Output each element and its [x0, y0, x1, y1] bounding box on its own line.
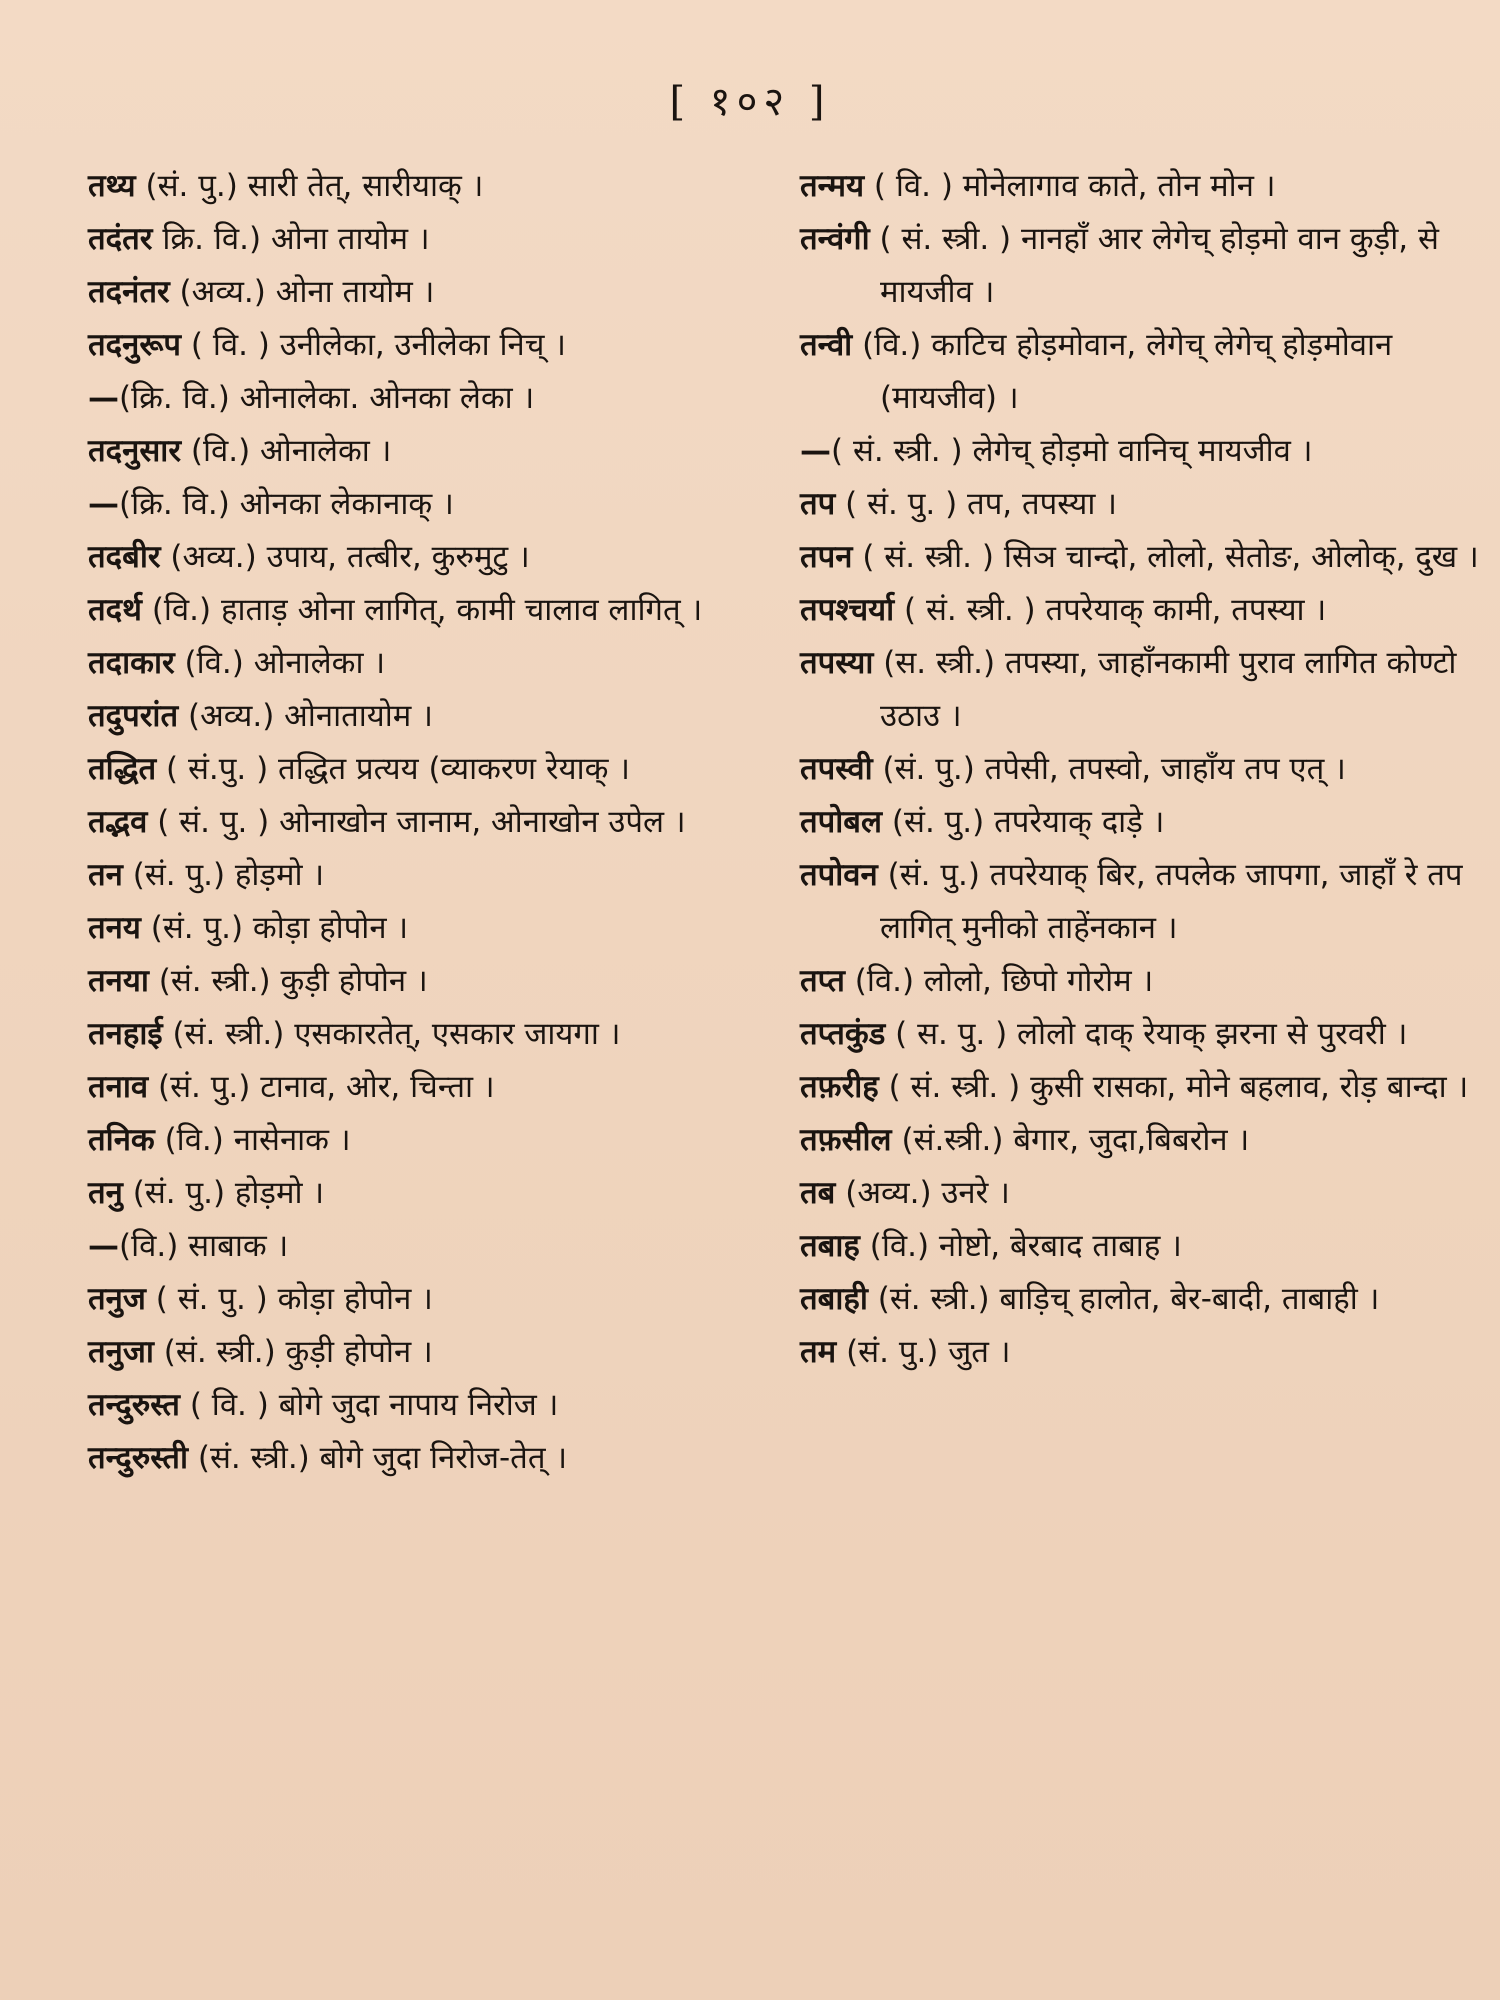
- dictionary-entry: [88, 1008, 768, 1061]
- definition: ओनाखोन जानाम, ओनाखोन उपेल ।: [279, 804, 686, 840]
- definition: ओनातायोम ।: [284, 698, 433, 734]
- headword: तपोबल: [800, 804, 883, 840]
- dictionary-entry: [88, 955, 768, 1008]
- headword: तन्दुरुस्ती: [88, 1440, 189, 1476]
- part-of-speech: (सं. स्त्री.): [877, 1281, 990, 1317]
- definition: ओनालेका ।: [260, 433, 392, 469]
- part-of-speech: (सं. पु.): [846, 1334, 939, 1370]
- part-of-speech: (वि.): [190, 433, 251, 469]
- headword: तनहाई: [88, 1016, 163, 1052]
- headword: तदुपरांत: [88, 698, 179, 734]
- definition: बाड़िच् हालोत, बेर-बादी, ताबाही ।: [999, 1281, 1380, 1317]
- definition: बेगार, जुदा,बिबरोन ।: [1013, 1122, 1250, 1158]
- headword: तपश्चर्या: [800, 592, 895, 628]
- definition: जुत ।: [948, 1334, 1011, 1370]
- definition: तपरेयाक् बिर, तपलेक जापगा, जाहाँ रे तप लागित् मुनीको ताहेंनकान ।: [880, 857, 1463, 946]
- dictionary-entry: [88, 637, 768, 690]
- dictionary-entry: [88, 849, 768, 902]
- dictionary-entry: [800, 637, 1480, 743]
- page-number: [ १०२ ]: [669, 79, 831, 125]
- headword: तनुज: [88, 1281, 146, 1317]
- part-of-speech: (वि.): [119, 1228, 179, 1264]
- part-of-speech: ( वि. ): [190, 327, 270, 363]
- dictionary-entry: [88, 1326, 768, 1379]
- part-of-speech: ( सं. स्त्री. ): [831, 433, 963, 469]
- dictionary-entry: [88, 1167, 768, 1220]
- definition: उनरे ।: [941, 1175, 1010, 1211]
- definition: उनीलेका, उनीलेका निच् ।: [279, 327, 567, 363]
- dictionary-entry: [88, 1061, 768, 1114]
- headword: तदनुरूप: [88, 327, 182, 363]
- headword: तदनुसार: [88, 433, 181, 469]
- headword: तन: [88, 857, 123, 893]
- dictionary-entry: [88, 743, 768, 796]
- dictionary-entry: [88, 1379, 768, 1432]
- headword: तद्धित: [88, 751, 157, 787]
- definition: नोष्टो, बेरबाद ताबाह ।: [938, 1228, 1182, 1264]
- definition: लेगेच् होड़मो वानिच् मायजीव ।: [972, 433, 1313, 469]
- definition: ओना तायोम ।: [270, 221, 430, 257]
- dictionary-entry: [800, 160, 1480, 213]
- left-column: [88, 160, 768, 1485]
- part-of-speech: (अव्य.): [845, 1175, 932, 1211]
- definition: बोगे जुदा निरोज-तेत् ।: [319, 1440, 568, 1476]
- headword: तफ़सील: [800, 1122, 892, 1158]
- definition: सिञ चान्दो, लोलो, सेतोङ, ओलोक्, दुख ।: [1003, 539, 1479, 575]
- headword: तम: [800, 1334, 837, 1370]
- dictionary-entry: [800, 1326, 1480, 1379]
- dictionary-entry: [800, 584, 1480, 637]
- definition: कोड़ा होपोन ।: [277, 1281, 433, 1317]
- part-of-speech: (अव्य.): [187, 698, 275, 734]
- part-of-speech: ( वि. ): [873, 168, 953, 204]
- definition: नानहाँ आर लेगेच् होड़मो वान कुड़ी, से मायजीव ।: [880, 221, 1439, 310]
- definition: कोड़ा होपोन ।: [252, 910, 409, 946]
- headword: तपस्या: [800, 645, 874, 681]
- headword: तदर्थ: [88, 592, 142, 628]
- dictionary-entry: [800, 319, 1480, 425]
- headword: तप: [800, 486, 836, 522]
- definition: तद्धित प्रत्यय (व्याकरण रेयाक् ।: [278, 751, 631, 787]
- definition: तपरेयाक् कामी, तपस्या ।: [1045, 592, 1327, 628]
- part-of-speech: (सं. पु.): [891, 804, 985, 840]
- headword: तनाव: [88, 1069, 149, 1105]
- headword: तप्त: [800, 963, 845, 999]
- headword: तन्वंगी: [800, 221, 870, 257]
- headword: तद्भव: [88, 804, 148, 840]
- dictionary-entry: [88, 372, 768, 425]
- definition: कुड़ी होपोन ।: [285, 1334, 433, 1370]
- dictionary-entry: [800, 1114, 1480, 1167]
- part-of-speech: (सं. पु.): [150, 910, 244, 946]
- headword: तथ्य: [88, 168, 136, 204]
- definition: नासेनाक ।: [233, 1122, 351, 1158]
- part-of-speech: (सं. पु.): [887, 857, 980, 893]
- dictionary-entry: [88, 160, 768, 213]
- part-of-speech: (वि.): [164, 1122, 224, 1158]
- headword: तदंतर: [88, 221, 153, 257]
- definition: लोलो दाक् रेयाक् झरना से पुरवरी ।: [1017, 1016, 1408, 1052]
- dictionary-entry: [800, 531, 1480, 584]
- part-of-speech: (सं. स्त्री.): [172, 1016, 285, 1052]
- part-of-speech: (क्रि. वि.): [119, 486, 230, 522]
- definition: तपेसी, तपस्वो, जाहाँय तप एत् ।: [984, 751, 1346, 787]
- headword: तब: [800, 1175, 836, 1211]
- headword: तन्वी: [800, 327, 853, 363]
- dictionary-entry: [88, 1220, 768, 1273]
- part-of-speech: (वि.): [184, 645, 244, 681]
- part-of-speech: ( सं. पु. ): [155, 1281, 268, 1317]
- definition: लोलो, छिपो गोरोम ।: [923, 963, 1154, 999]
- headword: —: [800, 433, 831, 469]
- headword: तदबीर: [88, 539, 161, 575]
- definition: सारी तेत्, सारीयाक् ।: [247, 168, 484, 204]
- headword: तबाह: [800, 1228, 860, 1264]
- part-of-speech: (सं. पु.): [132, 857, 226, 893]
- definition: ओनालेका. ओनका लेका ।: [239, 380, 535, 416]
- part-of-speech: (अव्य.): [179, 274, 266, 310]
- part-of-speech: (सं. स्त्री.): [197, 1440, 310, 1476]
- headword: तपन: [800, 539, 853, 575]
- definition: होड़मो ।: [234, 857, 325, 893]
- dictionary-entry: [88, 1432, 768, 1485]
- dictionary-entry: [800, 796, 1480, 849]
- part-of-speech: (सं. पु.): [145, 168, 238, 204]
- headword: तदनंतर: [88, 274, 170, 310]
- dictionary-entry: [88, 425, 768, 478]
- dictionary-entry: [88, 478, 768, 531]
- part-of-speech: (वि.): [862, 327, 922, 363]
- headword: —: [88, 486, 119, 522]
- part-of-speech: (सं. स्त्री.): [158, 963, 271, 999]
- part-of-speech: (सं. पु.): [132, 1175, 226, 1211]
- part-of-speech: ( वि. ): [189, 1387, 269, 1423]
- definition: हाताड़ ओना लागित्, कामी चालाव लागित् ।: [220, 592, 703, 628]
- dictionary-entry: [88, 531, 768, 584]
- dictionary-entry: [88, 690, 768, 743]
- right-column: [800, 160, 1480, 1379]
- definition: उपाय, तत्बीर, कुरुमुटु ।: [266, 539, 530, 575]
- definition: एसकारतेत्, एसकार जायगा ।: [294, 1016, 621, 1052]
- headword: तबाही: [800, 1281, 868, 1317]
- definition: कुड़ी होपोन ।: [280, 963, 428, 999]
- part-of-speech: (वि.): [854, 963, 915, 999]
- headword: तन्दुरुस्त: [88, 1387, 180, 1423]
- part-of-speech: ( सं. स्त्री. ): [879, 221, 1012, 257]
- part-of-speech: (अव्य.): [170, 539, 257, 575]
- part-of-speech: (स. स्त्री.): [883, 645, 996, 681]
- part-of-speech: क्रि. वि.): [162, 221, 262, 257]
- definition: तप, तपस्या ।: [967, 486, 1117, 522]
- headword: तफ़रीह: [800, 1069, 879, 1105]
- part-of-speech: ( सं. पु. ): [157, 804, 270, 840]
- part-of-speech: (सं.स्त्री.): [901, 1122, 1004, 1158]
- definition: कुसी रासका, मोने बहलाव, रोड़ बान्दा ।: [1030, 1069, 1469, 1105]
- dictionary-entry: [88, 319, 768, 372]
- part-of-speech: ( सं.पु. ): [166, 751, 269, 787]
- dictionary-entry: [88, 902, 768, 955]
- definition: ओनालेका ।: [253, 645, 386, 681]
- part-of-speech: ( सं. पु. ): [845, 486, 958, 522]
- dictionary-entry: [88, 213, 768, 266]
- dictionary-entry: [800, 1167, 1480, 1220]
- definition: मोनेलागाव काते, तोन मोन ।: [962, 168, 1276, 204]
- headword: तनय: [88, 910, 141, 946]
- headword: तपस्वी: [800, 751, 873, 787]
- definition: काटिच होड़मोवान, लेगेच् लेगेच् होड़मोवान (मायजीव) ।: [880, 327, 1393, 416]
- definition: होड़मो ।: [234, 1175, 325, 1211]
- part-of-speech: ( सं. स्त्री. ): [862, 539, 994, 575]
- headword: तदाकार: [88, 645, 175, 681]
- part-of-speech: (वि.): [869, 1228, 930, 1264]
- dictionary-entry: [88, 266, 768, 319]
- headword: तप्तकुंड: [800, 1016, 886, 1052]
- dictionary-entry: [800, 849, 1480, 955]
- dictionary-entry: [800, 743, 1480, 796]
- part-of-speech: (सं. पु.): [158, 1069, 251, 1105]
- dictionary-entry: [800, 955, 1480, 1008]
- dictionary-entry: [800, 1220, 1480, 1273]
- dictionary-entry: [800, 1061, 1480, 1114]
- dictionary-entry: [88, 1273, 768, 1326]
- part-of-speech: ( स. पु. ): [895, 1016, 1008, 1052]
- headword: —: [88, 1228, 119, 1264]
- headword: —: [88, 380, 119, 416]
- dictionary-entry: [800, 1273, 1480, 1326]
- dictionary-entry: [88, 1114, 768, 1167]
- headword: तनिक: [88, 1122, 155, 1158]
- part-of-speech: ( सं. स्त्री. ): [904, 592, 1036, 628]
- dictionary-entry: [800, 425, 1480, 478]
- definition: टानाव, ओर, चिन्ता ।: [260, 1069, 495, 1105]
- dictionary-entry: [800, 1008, 1480, 1061]
- definition: तपस्या, जाहाँनकामी पुराव लागित कोण्टो उठाउ ।: [880, 645, 1457, 734]
- dictionary-entry: [800, 478, 1480, 531]
- definition: तपरेयाक् दाड़े ।: [994, 804, 1165, 840]
- definition: ओना तायोम ।: [275, 274, 435, 310]
- dictionary-entry: [88, 584, 768, 637]
- definition: बोगे जुदा नापाय निरोज ।: [278, 1387, 559, 1423]
- headword: तपोवन: [800, 857, 878, 893]
- definition: साबाक ।: [188, 1228, 289, 1264]
- headword: तन्मय: [800, 168, 865, 204]
- part-of-speech: (सं. स्त्री.): [163, 1334, 276, 1370]
- part-of-speech: ( सं. स्त्री. ): [888, 1069, 1021, 1105]
- dictionary-entry: [800, 213, 1480, 319]
- part-of-speech: (सं. पु.): [882, 751, 975, 787]
- definition: ओनका लेकानाक् ।: [239, 486, 454, 522]
- part-of-speech: (वि.): [151, 592, 212, 628]
- headword: तनुजा: [88, 1334, 154, 1370]
- part-of-speech: (क्रि. वि.): [119, 380, 230, 416]
- headword: तनु: [88, 1175, 123, 1211]
- dictionary-entry: [88, 796, 768, 849]
- headword: तनया: [88, 963, 149, 999]
